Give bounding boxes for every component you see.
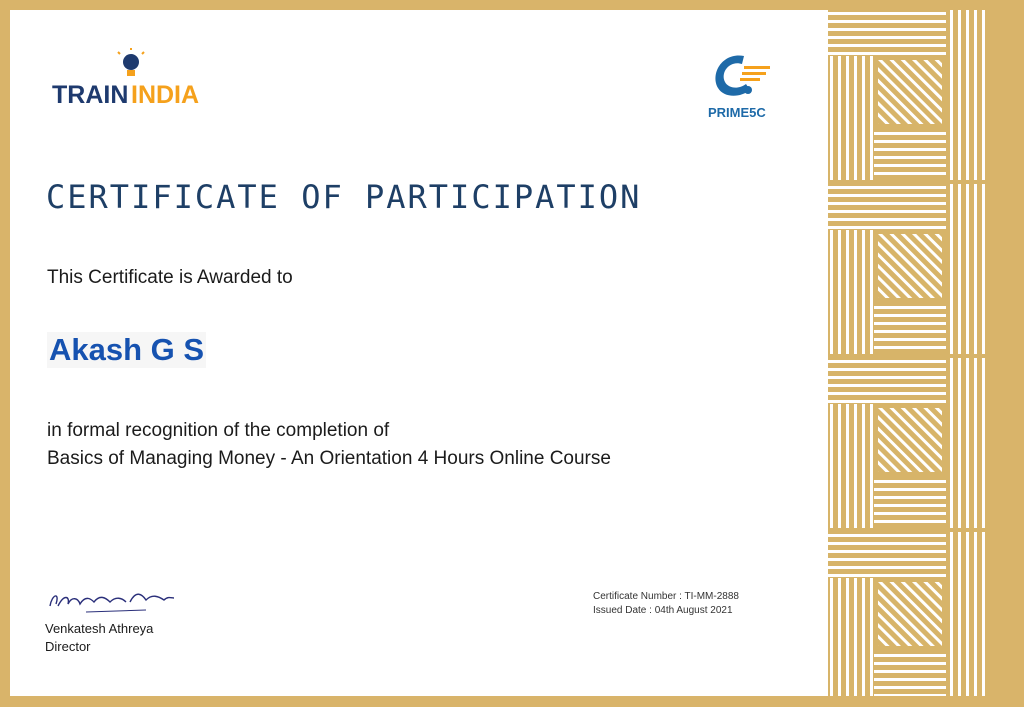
signature	[46, 586, 176, 618]
prime5c-c-icon	[716, 56, 770, 96]
logo-text-train: TRAIN	[52, 81, 129, 109]
trainindia-logo	[52, 48, 222, 110]
issued-date: Issued Date : 04th August 2021	[593, 605, 733, 616]
course-name: Basics of Managing Money - An Orientation 4 Hours Online Course	[47, 448, 611, 469]
signer-role: Director	[45, 639, 91, 654]
pattern-graphic	[828, 10, 990, 696]
recipient-name: Akash G S	[49, 332, 205, 367]
prime5c-logo	[700, 48, 790, 122]
logo-text-prime5c: PRIME5C	[708, 105, 766, 120]
certificate-number: Certificate Number : TI-MM-2888	[593, 591, 739, 602]
logo-text-india: INDIA	[131, 81, 200, 109]
decorative-pattern	[828, 10, 990, 696]
awarded-line: This Certificate is Awarded to	[47, 267, 293, 288]
signer-name: Venkatesh Athreya	[45, 621, 154, 636]
lightbulb-icon	[118, 48, 144, 76]
recognition-line: in formal recognition of the completion of	[47, 420, 390, 441]
certificate-title: CERTIFICATE OF PARTICIPATION	[46, 178, 642, 216]
